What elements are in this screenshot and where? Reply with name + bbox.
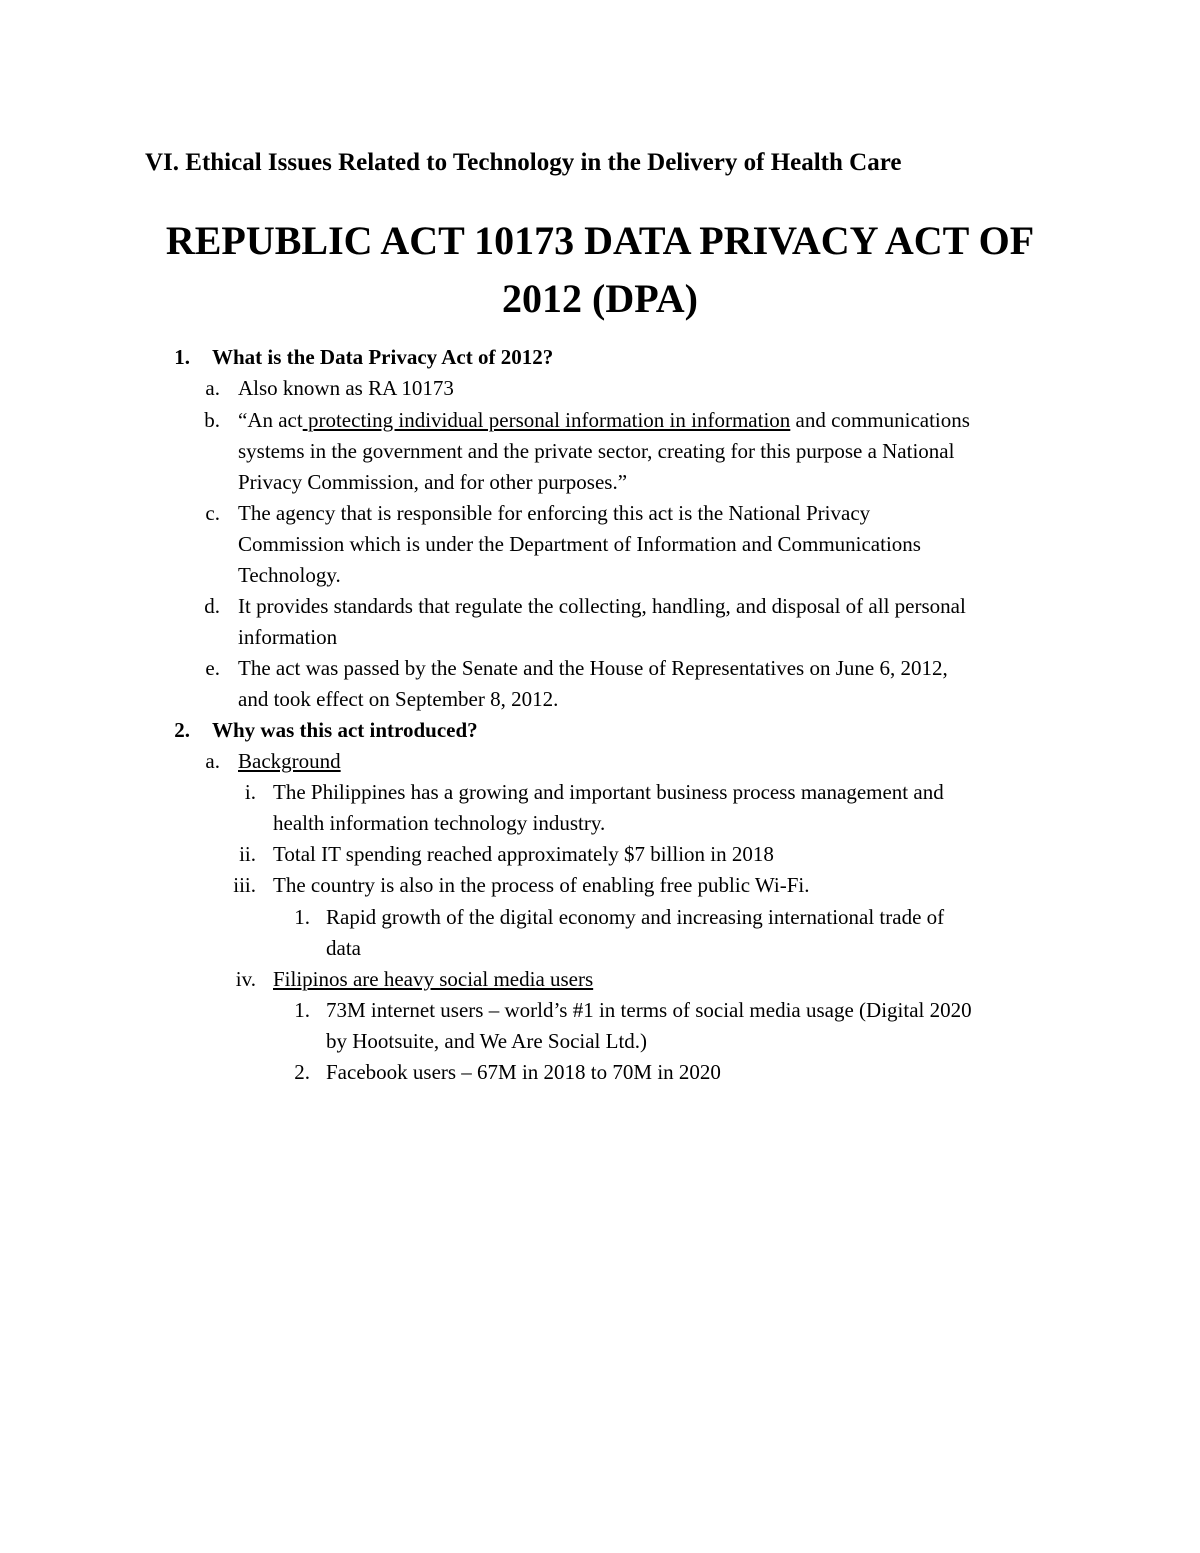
q1-item-d-line-1: It provides standards that regulate the collecting, handling, and disposal of all personal bbox=[238, 594, 966, 618]
q1-item-c-line-1: The agency that is responsible for enforcing this act is the National Privacy bbox=[238, 501, 871, 525]
q1-item-c-marker: c. bbox=[205, 501, 220, 525]
main-title-line-1: REPUBLIC ACT 10173 DATA PRIVACY ACT OF bbox=[165, 218, 1035, 263]
q2-iv-line-1: Filipinos are heavy social media users bbox=[273, 967, 594, 991]
q2-i-marker: i. bbox=[244, 780, 256, 804]
main-title bbox=[100, 212, 1100, 328]
q1-item-a-line-1: Also known as RA 10173 bbox=[238, 376, 454, 400]
q2-iv-sub1-line-2: by Hootsuite, and We Are Social Ltd.) bbox=[326, 1029, 648, 1053]
q2-iv-sub1-line-1: 73M internet users – world’s #1 in terms of social media usage (Digital 2020 bbox=[326, 998, 972, 1022]
q1-item-b-line-1 bbox=[238, 406, 970, 434]
q1-heading: What is the Data Privacy Act of 2012? bbox=[212, 345, 554, 369]
q2-ii-marker: ii. bbox=[239, 842, 256, 866]
q1-marker: 1. bbox=[174, 345, 190, 369]
q2-iv-sub1-marker: 1. bbox=[294, 998, 310, 1022]
q1-item-c-line-2: Commission which is under the Department of Information and Communications bbox=[238, 532, 921, 556]
q1-item-b-underlined: protecting individual personal information in information bbox=[302, 408, 791, 432]
q2-iv-marker: iv. bbox=[235, 967, 256, 991]
q1-item-b-marker: b. bbox=[204, 408, 220, 432]
q1-item-b-line-3: Privacy Commission, and for other purposes.” bbox=[238, 470, 628, 494]
q1-item-e-line-2: and took effect on September 8, 2012. bbox=[238, 687, 559, 711]
q2-iv-sub2-line-1: Facebook users – 67M in 2018 to 70M in 2020 bbox=[326, 1060, 721, 1084]
q1-item-e-marker: e. bbox=[205, 656, 220, 680]
q2-heading: Why was this act introduced? bbox=[212, 718, 478, 742]
q2-ii-line-1: Total IT spending reached approximately $7 billion in 2018 bbox=[273, 842, 774, 866]
q1-item-e-line-1: The act was passed by the Senate and the House of Representatives on June 6, 2012, bbox=[238, 656, 948, 680]
main-title-line-2: 2012 (DPA) bbox=[502, 276, 698, 321]
q1-item-c-line-3: Technology. bbox=[238, 563, 341, 587]
q2-background-label: Background bbox=[238, 749, 341, 773]
q2-iii-sub1-marker: 1. bbox=[294, 905, 310, 929]
q1-item-d-line-2: information bbox=[238, 625, 338, 649]
q2-item-a-marker: a. bbox=[205, 749, 220, 773]
q2-i-line-1: The Philippines has a growing and important business process management and bbox=[273, 780, 944, 804]
q1-item-b-line-2: systems in the government and the private sector, creating for this purpose a National bbox=[238, 439, 955, 463]
q1-item-b-post: and communications bbox=[790, 408, 970, 432]
q2-marker: 2. bbox=[174, 718, 190, 742]
q1-item-a-marker: a. bbox=[205, 376, 220, 400]
q2-iv-sub2-marker: 2. bbox=[294, 1060, 310, 1084]
section-title: VI. Ethical Issues Related to Technology in the Delivery of Health Care bbox=[145, 149, 902, 176]
q2-iii-sub1-line-2: data bbox=[326, 936, 361, 960]
q1-item-d-marker: d. bbox=[204, 594, 220, 618]
q2-i-line-2: health information technology industry. bbox=[273, 811, 606, 835]
q2-iii-sub1-line-1: Rapid growth of the digital economy and increasing international trade of bbox=[326, 905, 945, 929]
q2-iii-line-1: The country is also in the process of enabling free public Wi-Fi. bbox=[273, 873, 810, 897]
q2-iii-marker: iii. bbox=[233, 873, 256, 897]
q1-item-b-pre: “An act bbox=[238, 408, 303, 432]
